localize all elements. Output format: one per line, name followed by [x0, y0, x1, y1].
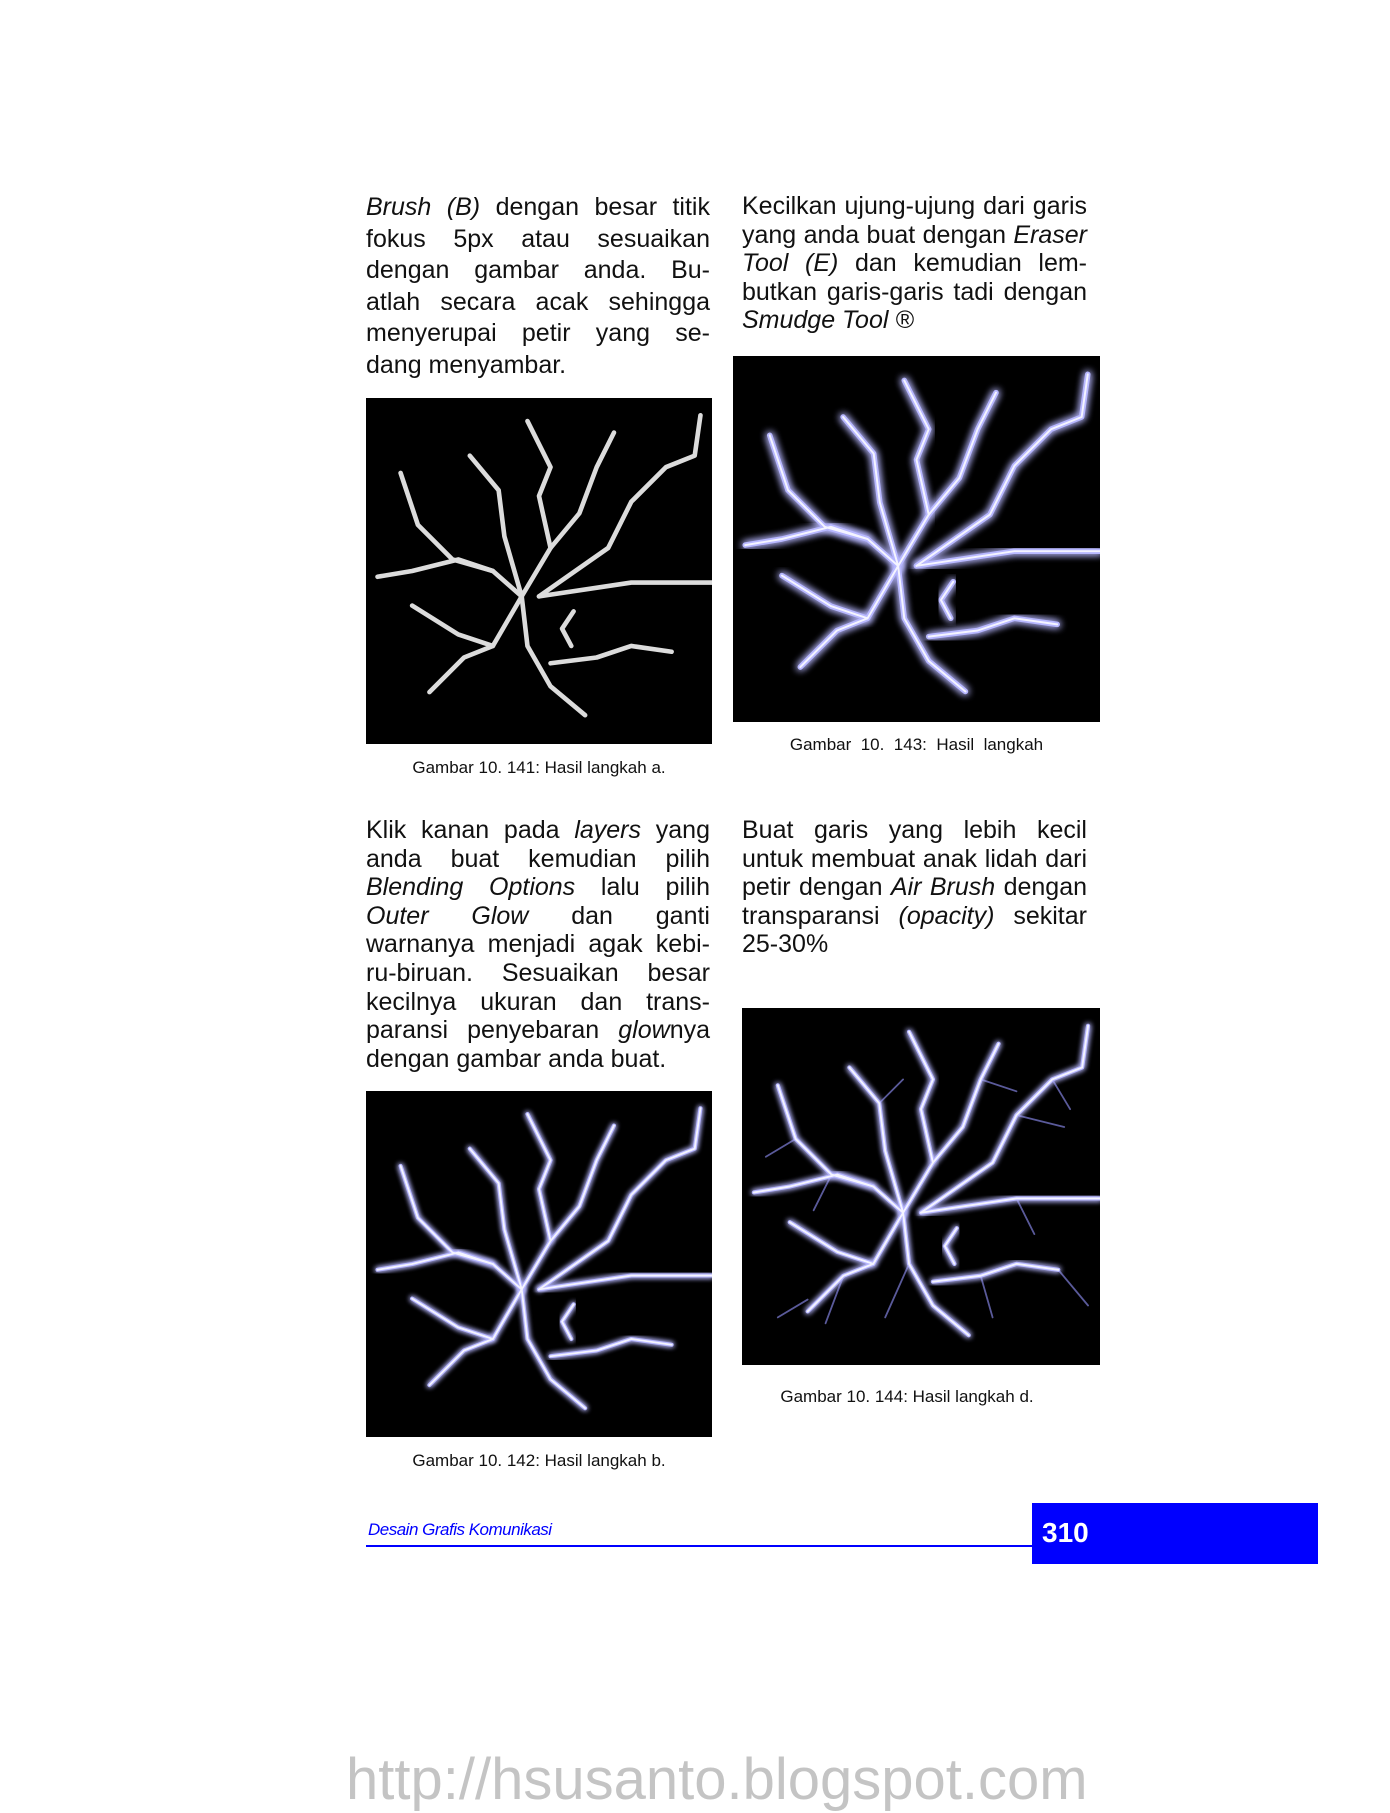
lightning-branch	[522, 1289, 585, 1408]
text-line	[366, 1045, 710, 1074]
lightning-branch	[539, 583, 712, 597]
lightning-branch	[917, 374, 1088, 566]
lightning-branch	[903, 1032, 933, 1213]
italic-term: glow	[618, 1016, 670, 1045]
lightning-branch	[522, 1114, 551, 1289]
text-run: yang anda buat dengan	[742, 220, 1014, 249]
lightning-branch	[429, 596, 521, 692]
text-line	[742, 930, 1087, 959]
lightning-core	[800, 566, 898, 667]
text-line	[742, 873, 1087, 902]
text-line	[366, 988, 710, 1017]
italic-term: Eraser	[1013, 220, 1087, 249]
text-line	[366, 816, 710, 845]
lightning-branch	[551, 646, 672, 663]
text-line	[742, 192, 1087, 221]
text-run: transparansi	[742, 901, 899, 930]
lightning-branch	[790, 1222, 874, 1264]
figure-141-caption: Gambar 10. 141: Hasil langkah a.	[412, 758, 666, 777]
figure-141-image	[366, 398, 712, 744]
lightning-branch	[412, 606, 493, 646]
text-run: Kecilkan ujung-ujung dari garis	[742, 192, 1087, 220]
text-run: dan ganti	[528, 901, 710, 930]
italic-term: Blending Options	[366, 873, 576, 902]
text-run: fokus 5px atau sesuaikan	[366, 224, 710, 253]
figure-143-caption: Gambar 10. 143: Hasil langkah	[789, 735, 1044, 754]
text-run: 25-30%	[742, 930, 829, 959]
text-line	[366, 902, 710, 931]
lightning-core	[551, 1126, 614, 1241]
lightning-branch	[412, 1299, 493, 1339]
paragraph-airbrush	[742, 816, 1087, 959]
footer-divider	[366, 1545, 1032, 1547]
text-line	[366, 959, 710, 988]
text-run: ru-biruan. Sesuaikan besar	[366, 958, 710, 987]
lightning-branch	[522, 596, 585, 715]
lightning-branch	[898, 566, 965, 692]
lightning-sub-branch	[885, 1264, 909, 1318]
text-line	[366, 192, 710, 224]
text-run: atlah secara acak sehingga	[366, 287, 710, 316]
text-line	[366, 255, 710, 287]
lightning-branch	[539, 415, 700, 596]
lightning-core	[917, 374, 1088, 566]
italic-term: layers	[574, 816, 641, 844]
lightning-branch	[921, 1026, 1088, 1213]
text-run: menyerupai petir yang se-	[366, 319, 710, 347]
paragraph-blending	[366, 816, 710, 1073]
italic-term: Brush (B)	[366, 193, 481, 221]
page-number: 310	[1042, 1517, 1089, 1548]
text-line	[366, 1016, 710, 1045]
italic-term: (opacity)	[898, 901, 995, 930]
text-line	[366, 287, 710, 319]
italic-term: Outer Glow	[366, 901, 529, 930]
text-run: dang menyambar.	[366, 350, 567, 379]
figure-142-image	[366, 1091, 712, 1437]
text-line	[366, 318, 710, 350]
lightning-core	[921, 1026, 1088, 1213]
text-run: warnanya menjadi agak kebi-	[366, 930, 710, 959]
lightning-branch	[562, 611, 574, 646]
text-line	[742, 306, 1087, 335]
lightning-sub-branch	[879, 1079, 903, 1103]
text-run: Klik kanan pada	[366, 816, 575, 844]
lightning-core	[929, 393, 996, 515]
text-run: dan kemudian lem-	[838, 249, 1088, 278]
italic-term: Air Brush	[890, 873, 996, 902]
text-run: paransi penyebaran	[366, 1016, 619, 1045]
italic-term: Tool (E)	[742, 249, 839, 278]
text-run: butkan garis-garis tadi dengan	[742, 277, 1087, 306]
lightning-branch	[782, 576, 868, 619]
lightning-core	[933, 1044, 999, 1163]
lightning-sub-branch	[766, 1139, 796, 1157]
text-run: Buat garis yang lebih kecil	[742, 816, 1087, 844]
text-line	[742, 278, 1087, 307]
text-line	[742, 902, 1087, 931]
lightning-sub-branch	[981, 1079, 1017, 1091]
text-line	[366, 873, 710, 902]
text-line	[742, 816, 1087, 845]
lightning-branch	[921, 1198, 1100, 1212]
italic-term: Smudge Tool ®	[742, 306, 914, 335]
lightning-core	[808, 1213, 903, 1312]
lightning-sub-branch	[778, 1300, 808, 1318]
figure-143-image	[733, 356, 1100, 722]
lightning-sub-branch	[1052, 1079, 1070, 1109]
lightning-illustration	[366, 398, 712, 744]
lightning-sub-branch	[1016, 1198, 1034, 1234]
lightning-sub-branch	[981, 1276, 993, 1318]
lightning-branch	[898, 380, 929, 565]
lightning-branch	[903, 1213, 969, 1336]
paragraph-brush	[366, 192, 710, 381]
lightning-core	[429, 1289, 521, 1385]
text-run: dengan besar titik	[480, 193, 710, 221]
lightning-branch	[522, 421, 551, 596]
text-run: nya	[669, 1016, 710, 1045]
text-line	[742, 845, 1087, 874]
lightning-branch	[917, 551, 1101, 566]
lightning-illustration	[733, 356, 1100, 722]
figure-144-caption: Gambar 10. 144: Hasil langkah d.	[780, 1387, 1034, 1406]
text-line	[366, 224, 710, 256]
text-line	[366, 845, 710, 874]
text-line	[366, 930, 710, 959]
figure-142-caption: Gambar 10. 142: Hasil langkah b.	[412, 1451, 666, 1470]
lightning-sub-branch	[1058, 1270, 1088, 1306]
text-line	[366, 350, 710, 382]
text-run: dengan gambar anda. Bu-	[366, 256, 710, 284]
text-run: anda buat kemudian pilih	[366, 844, 710, 873]
lightning-branch	[551, 433, 614, 548]
lightning-sub-branch	[1016, 1115, 1064, 1127]
book-title: Desain Grafis Komunikasi	[368, 1520, 552, 1539]
text-run: yang	[641, 816, 710, 844]
lightning-branch	[539, 1108, 700, 1289]
lightning-illustration	[366, 1091, 712, 1437]
lightning-core	[539, 1108, 700, 1289]
paragraph-eraser	[742, 192, 1087, 335]
text-run: untuk membuat anak lidah dari	[742, 844, 1087, 873]
lightning-illustration	[742, 1008, 1100, 1365]
watermark-url: http://hsusanto.blogspot.com	[346, 1747, 1088, 1812]
text-run: petir dengan	[742, 873, 891, 902]
text-run: sekitar	[994, 901, 1087, 930]
page-number-box	[1032, 1503, 1318, 1564]
text-line	[742, 221, 1087, 250]
text-run: dengan gambar anda buat.	[366, 1044, 667, 1073]
text-run: lalu pilih	[575, 873, 711, 902]
text-line	[742, 249, 1087, 278]
text-run: dengan	[995, 873, 1088, 902]
figure-144-image	[742, 1008, 1100, 1365]
lightning-branch	[539, 1276, 712, 1290]
text-run: kecilnya ukuran dan trans-	[366, 987, 710, 1016]
